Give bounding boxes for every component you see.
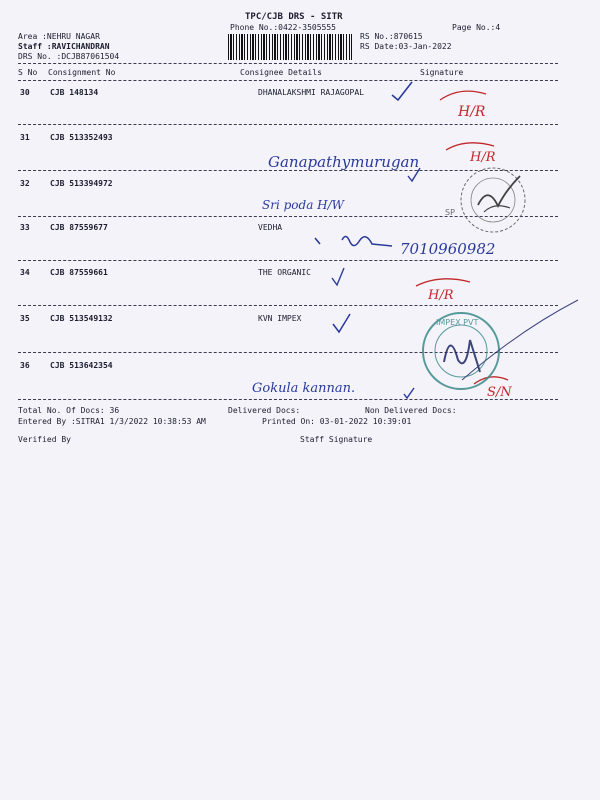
row-consignee: DHANALAKSHMI RAJAGOPAL [258,88,364,97]
check-mark [408,168,420,181]
row-consignment: CJB 87559661 [50,268,108,277]
row-consignment: CJB 513394972 [50,179,113,188]
handwritten-name: Ganapathymurugan [268,153,420,171]
row-consignment: CJB 148134 [50,88,99,97]
hr-mark: H/R [470,150,496,165]
stamp-text: IMPEX PVT [436,318,479,327]
staff-label: Staff :RAVICHANDRAN [18,42,110,51]
printed-on: Printed On: 03-01-2022 10:39:01 [262,417,412,426]
col-consignee: Consignee Details [240,68,322,77]
check-mark [332,268,344,285]
row-consignee: THE ORGANIC [258,268,311,277]
rs-date: RS Date:03-Jan-2022 [360,42,452,51]
hr-mark: H/R [458,104,486,120]
check-mark [392,82,412,100]
handwritten-note: Sri poda H/W [262,198,345,212]
red-loop [440,91,486,100]
col-signature: Signature [420,68,464,77]
row-consignment: CJB 87559677 [50,223,108,232]
non-delivered-docs: Non Delivered Docs: [365,406,457,415]
row-consignment: CJB 513352493 [50,133,113,142]
verified-by: Verified By [18,435,71,444]
staff-signature-label: Staff Signature [300,435,373,444]
drs-number: DRS No. :DCJB87061504 [18,52,120,61]
row-sno: 34 [20,268,30,277]
row-consignment: CJB 513642354 [50,361,113,370]
row-sno: 30 [20,88,30,97]
row-sno: 32 [20,179,30,188]
entered-by: Entered By :SITRA1 1/3/2022 10:38:53 AM [18,417,206,426]
red-loop [474,377,508,384]
phone-number: Phone No.:0422-3505555 [230,23,336,32]
row-sno: 33 [20,223,30,232]
row-sno: 31 [20,133,30,142]
col-consignment: Consignment No [48,68,116,77]
row-consignee: KVN IMPEX [258,314,302,323]
total-docs: Total No. Of Docs: 36 [18,406,120,415]
company-stamp [423,300,578,389]
page-number: Page No.:4 [452,23,501,32]
red-loop [446,143,494,150]
col-sno: S No [18,68,38,77]
rs-number: RS No.:870615 [360,32,423,41]
red-loop [416,279,470,286]
area-label: Area :NEHRU NAGAR [18,32,100,41]
handwritten-name: Gokula kannan. [252,381,356,396]
row-sno: 35 [20,314,30,323]
row-consignee: VEDHA [258,223,283,232]
rubber-stamp [445,168,525,232]
row-consignment: CJB 513549132 [50,314,113,323]
check-mark [404,388,414,398]
delivered-docs: Delivered Docs: [228,406,301,415]
doc-title: TPC/CJB DRS - SITR [245,12,343,22]
row-sno: 36 [20,361,30,370]
stamp-text: SP [445,208,455,217]
check-mark [315,238,320,244]
check-mark [333,314,350,332]
hr-mark: H/R [428,288,454,303]
signature-scribble [342,236,392,246]
handwritten-phone: 7010960982 [400,240,496,258]
sn-mark: S/N [487,385,512,400]
